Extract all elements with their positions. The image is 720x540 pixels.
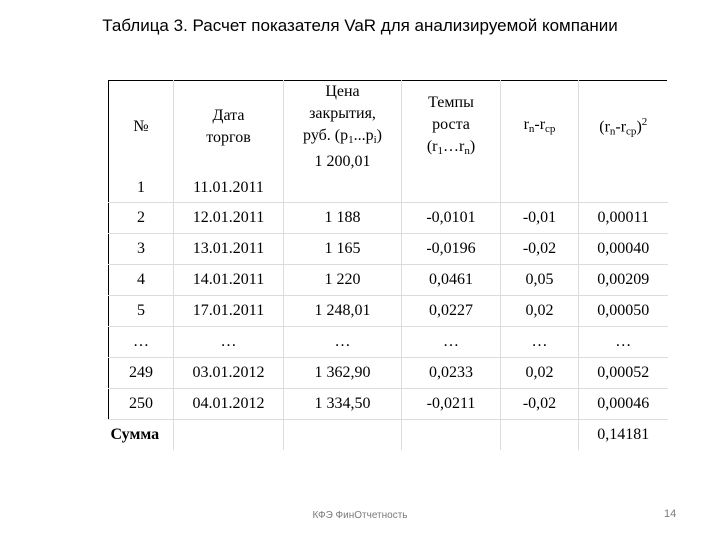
page-number: 14 xyxy=(664,508,677,520)
sum-label: Сумма xyxy=(109,420,174,451)
cell-price: 1 165 xyxy=(284,234,402,265)
footer-text: КФЭ ФинОтчетность xyxy=(312,510,408,521)
cell-price: … xyxy=(284,327,402,358)
table-row xyxy=(109,234,668,265)
cell-rate: 0,0461 xyxy=(402,265,501,296)
cell-sq: 0,00052 xyxy=(579,358,668,389)
sum-value: 0,14181 xyxy=(597,426,650,443)
var-table xyxy=(108,80,668,450)
table-header-row xyxy=(109,80,668,174)
cell-rate: -0,0211 xyxy=(402,389,501,420)
cell-num: 5 xyxy=(109,296,174,327)
header-diff: $r_n-r_{cp}$ xyxy=(501,80,579,174)
cell-diff: -0,02 xyxy=(501,234,579,265)
cell-date: … xyxy=(174,327,284,358)
cell-num: 4 xyxy=(109,265,174,296)
cell-date: 13.01.2011 xyxy=(174,234,284,265)
header-price: Цена закрытия, руб. $(p_1...p_i)$ 1 200,01 xyxy=(284,80,402,174)
cell-diff: 0,05 xyxy=(501,265,579,296)
sum-empty xyxy=(402,420,501,451)
cell-rate: -0,0101 xyxy=(402,203,501,234)
cell-num: 2 xyxy=(109,203,174,234)
cell-rate: -0,0196 xyxy=(402,234,501,265)
slide-title: Таблица 3. Расчет показателя VaR для анализируемой компании xyxy=(102,16,618,35)
header-num: № xyxy=(109,80,174,174)
cell-diff xyxy=(501,174,579,203)
cell-price: 1 248,01 xyxy=(284,296,402,327)
sum-empty xyxy=(174,420,284,451)
cell-date: 11.01.2011 xyxy=(174,174,284,203)
sum-row xyxy=(109,420,668,451)
sum-empty xyxy=(501,420,579,451)
row-1-price: 1 200,01 xyxy=(314,153,371,170)
cell-sq: 0,00040 xyxy=(579,234,668,265)
header-rate: Темпы роста $(r_1\dots r_n)$ xyxy=(402,80,501,174)
cell-num: … xyxy=(109,327,174,358)
cell-date: 17.01.2011 xyxy=(174,296,284,327)
header-date: Дата торгов xyxy=(174,80,284,174)
cell-date: 12.01.2011 xyxy=(174,203,284,234)
cell-date: 14.01.2011 xyxy=(174,265,284,296)
cell-rate: 0,0227 xyxy=(402,296,501,327)
cell-num: 1 xyxy=(109,174,174,203)
cell-price: 1 334,50 xyxy=(284,389,402,420)
cell-num: 3 xyxy=(109,234,174,265)
table-row xyxy=(109,296,668,327)
cell-price: 1 220 xyxy=(284,265,402,296)
cell-date: 03.01.2012 xyxy=(174,358,284,389)
table-row xyxy=(109,265,668,296)
table-row xyxy=(109,174,668,203)
table-row xyxy=(109,327,668,358)
cell-rate: … xyxy=(402,327,501,358)
cell-price: 1 362,90 xyxy=(284,358,402,389)
cell-diff: 0,02 xyxy=(501,358,579,389)
sum-empty xyxy=(284,420,402,451)
cell-diff: … xyxy=(501,327,579,358)
cell-sq: … xyxy=(579,327,668,358)
cell-sq: 0,00050 xyxy=(579,296,668,327)
cell-sq: 0,00011 xyxy=(579,203,668,234)
cell-diff: -0,02 xyxy=(501,389,579,420)
cell-price xyxy=(284,174,402,203)
cell-rate: 0,0233 xyxy=(402,358,501,389)
header-sq: $(r_n-r_{cp})^2$ xyxy=(599,116,648,138)
cell-num: 250 xyxy=(109,389,174,420)
table-row xyxy=(109,203,668,234)
table-row xyxy=(109,358,668,389)
cell-diff: 0,02 xyxy=(501,296,579,327)
cell-sq: 0,00046 xyxy=(579,389,668,420)
cell-diff: -0,01 xyxy=(501,203,579,234)
cell-date: 04.01.2012 xyxy=(174,389,284,420)
cell-num: 249 xyxy=(109,358,174,389)
cell-rate xyxy=(402,174,501,203)
cell-sq: 0,00209 xyxy=(579,265,668,296)
cell-sq xyxy=(579,174,668,203)
table-row xyxy=(109,389,668,420)
cell-price: 1 188 xyxy=(284,203,402,234)
